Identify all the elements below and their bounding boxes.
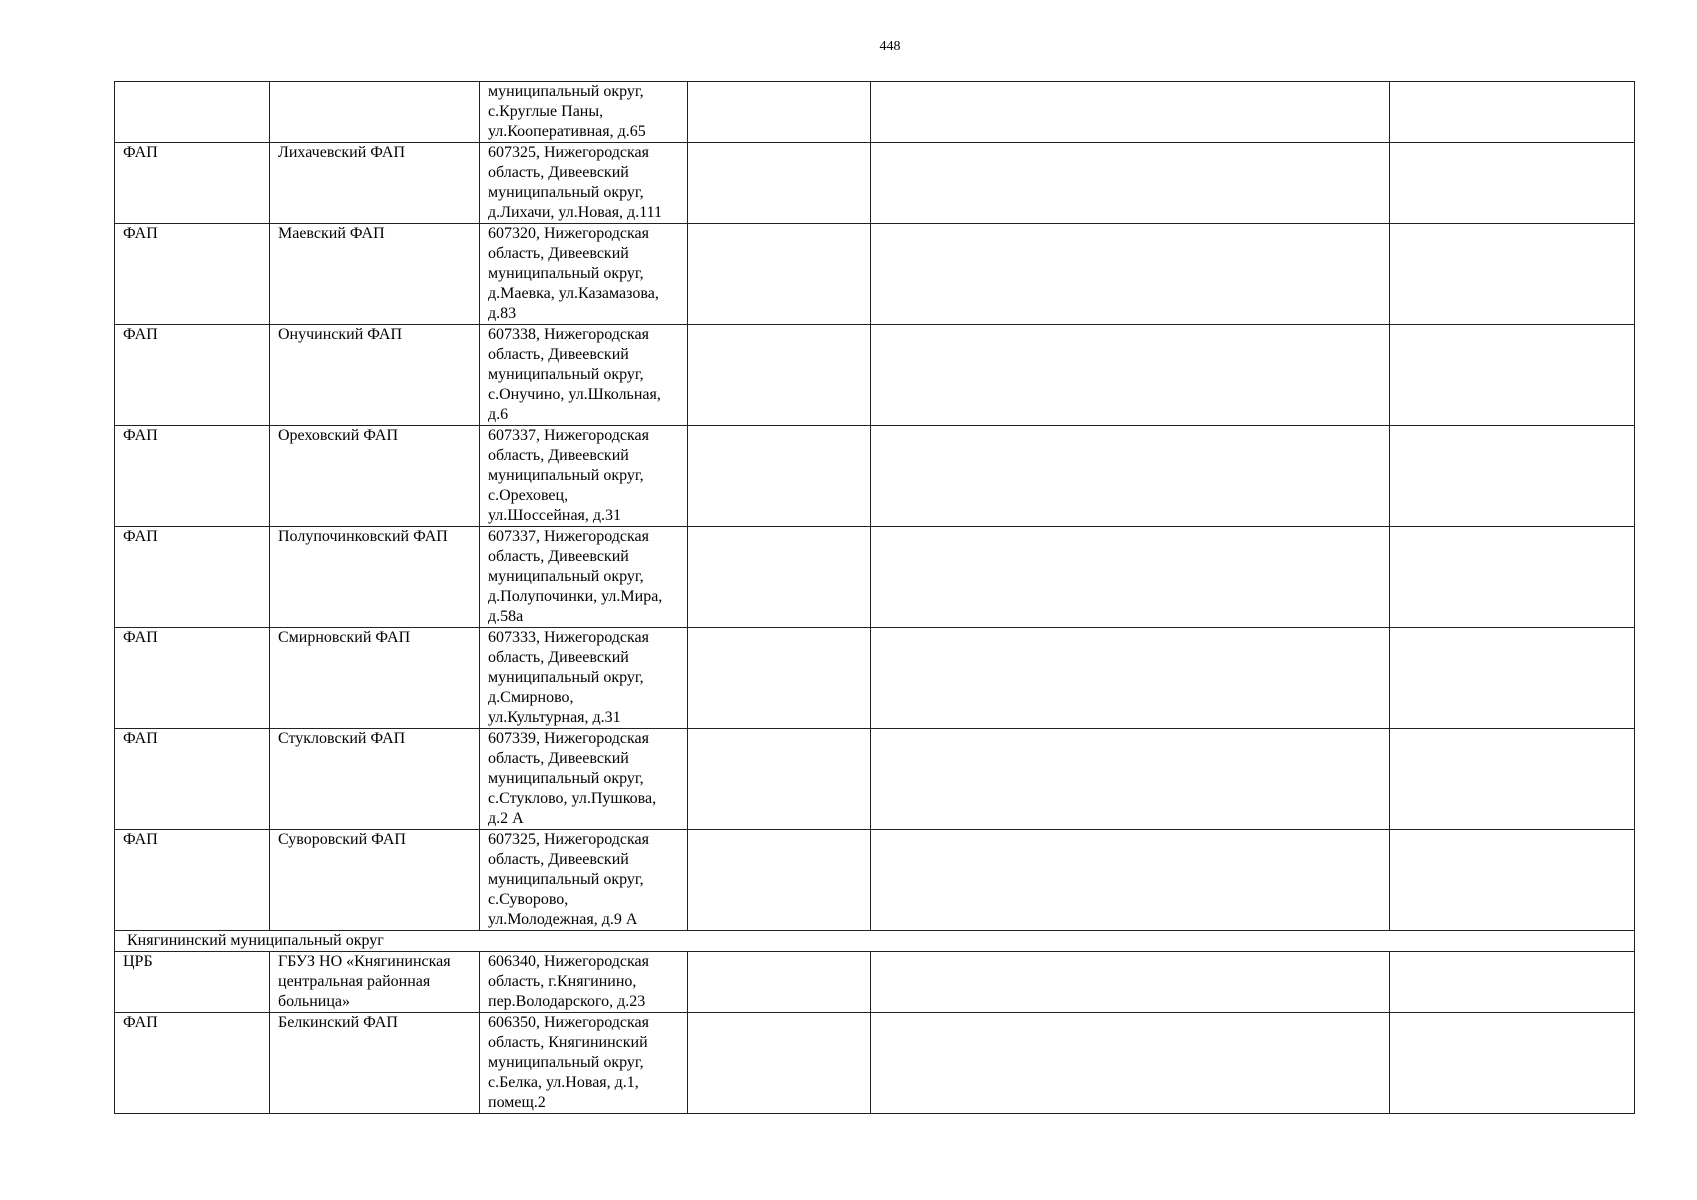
facility-name-cell (270, 1013, 480, 1114)
empty-cell (688, 527, 871, 628)
facility-address-cell-line: муниципальный округ, (488, 366, 644, 383)
empty-cell (871, 82, 1390, 143)
facility-name-cell-line: больница» (278, 993, 350, 1010)
facility-address-cell (480, 1013, 688, 1114)
facility-address-cell-line: область, Княгининский (488, 1034, 648, 1051)
facility-address-cell-line: д.Полупочинки, ул.Мира, (488, 588, 663, 605)
empty-cell (688, 426, 871, 527)
facility-address-cell (480, 527, 688, 628)
facility-address-cell-line: пер.Володарского, д.23 (488, 993, 646, 1010)
facility-name-cell (270, 426, 480, 527)
table-row (115, 527, 1635, 628)
facility-name-cell-line: Полупочинковский ФАП (278, 528, 448, 545)
facility-address-cell (480, 952, 688, 1013)
facility-name-cell-line: Белкинский ФАП (278, 1014, 398, 1031)
facility-name-cell (270, 224, 480, 325)
facility-type-cell (115, 325, 270, 426)
empty-cell (688, 325, 871, 426)
facility-address-cell (480, 224, 688, 325)
empty-cell (871, 628, 1390, 729)
facility-address-cell (480, 426, 688, 527)
facility-type-cell (115, 729, 270, 830)
facility-address-cell-line: с.Онучино, ул.Школьная, (488, 386, 661, 403)
table-row (115, 82, 1635, 143)
facility-address-cell-line: муниципальный округ, (488, 770, 644, 787)
facility-address-cell-line: 607325, Нижегородская (488, 831, 649, 848)
table-row (115, 224, 1635, 325)
facility-address-cell-line: ул.Молодежная, д.9 А (488, 911, 638, 928)
facility-name-cell (270, 952, 480, 1013)
empty-cell (1390, 628, 1635, 729)
facility-address-cell-line: д.Лихачи, ул.Новая, д.111 (488, 204, 663, 221)
empty-cell (1390, 1013, 1635, 1114)
facility-type-cell-line: ФАП (123, 326, 158, 343)
facility-name-cell (270, 628, 480, 729)
empty-cell (871, 143, 1390, 224)
empty-cell (688, 952, 871, 1013)
facility-address-cell-line: 607339, Нижегородская (488, 730, 649, 747)
facility-address-cell-line: муниципальный округ, (488, 568, 644, 585)
facility-name-cell-line: ГБУЗ НО «Княгининская (278, 953, 451, 970)
empty-cell (871, 224, 1390, 325)
facility-type-cell-line: ФАП (123, 225, 158, 242)
facilities-table (114, 81, 1635, 1114)
facility-type-cell (115, 830, 270, 931)
facility-address-cell-line: муниципальный округ, (488, 467, 644, 484)
facility-name-cell (270, 82, 480, 143)
empty-cell (1390, 325, 1635, 426)
facility-address-cell (480, 325, 688, 426)
table-row (115, 325, 1635, 426)
facility-name-cell-line: Лихачевский ФАП (278, 144, 406, 161)
empty-cell (871, 527, 1390, 628)
facility-address-cell-line: область, г.Княгинино, (488, 973, 637, 990)
facility-address-cell-line: 606350, Нижегородская (488, 1014, 649, 1031)
facility-type-cell-line: ЦРБ (123, 953, 153, 970)
facility-address-cell-line: 607333, Нижегородская (488, 629, 649, 646)
facility-address-cell (480, 729, 688, 830)
table-row (115, 426, 1635, 527)
facility-type-cell (115, 143, 270, 224)
facility-type-cell-line: ФАП (123, 1014, 158, 1031)
facility-name-cell-line: Онучинский ФАП (278, 326, 403, 343)
facility-type-cell (115, 1013, 270, 1114)
empty-cell (1390, 729, 1635, 830)
table-row (115, 1013, 1635, 1114)
facility-address-cell-line: муниципальный округ, (488, 669, 644, 686)
empty-cell (688, 82, 871, 143)
empty-cell (1390, 952, 1635, 1013)
facility-address-cell-line: 607320, Нижегородская (488, 225, 649, 242)
facility-address-cell-line: 607337, Нижегородская (488, 528, 649, 545)
facility-address-cell-line: область, Дивеевский (488, 649, 629, 666)
facility-type-cell (115, 224, 270, 325)
empty-cell (871, 952, 1390, 1013)
facility-name-cell (270, 527, 480, 628)
facility-type-cell-line: ФАП (123, 629, 158, 646)
section-title: Княгининский муниципальный округ (115, 931, 1635, 952)
facility-address-cell-line: с.Белка, ул.Новая, д.1, (488, 1074, 639, 1091)
facility-address-cell-line: 606340, Нижегородская (488, 953, 649, 970)
page-number: 448 (879, 39, 901, 54)
facility-address-cell-line: с.Суворово, (488, 891, 569, 908)
facility-type-cell-line: ФАП (123, 144, 158, 161)
facility-address-cell-line: с.Стуклово, ул.Пушкова, (488, 790, 657, 807)
facility-address-cell-line: д.6 (488, 406, 509, 423)
facility-type-cell-line: ФАП (123, 427, 158, 444)
empty-cell (1390, 82, 1635, 143)
facility-type-cell (115, 527, 270, 628)
empty-cell (688, 1013, 871, 1114)
facility-name-cell (270, 729, 480, 830)
empty-cell (1390, 527, 1635, 628)
facility-address-cell-line: ул.Шоссейная, д.31 (488, 507, 622, 524)
facility-address-cell-line: область, Дивеевский (488, 548, 629, 565)
facility-type-cell (115, 426, 270, 527)
facility-address-cell-line: 607337, Нижегородская (488, 427, 649, 444)
empty-cell (1390, 830, 1635, 931)
facility-address-cell-line: с.Круглые Паны, (488, 103, 604, 120)
facility-type-cell-line: ФАП (123, 528, 158, 545)
empty-cell (688, 628, 871, 729)
facility-name-cell (270, 325, 480, 426)
facility-address-cell-line: область, Дивеевский (488, 164, 629, 181)
empty-cell (871, 830, 1390, 931)
facility-name-cell (270, 830, 480, 931)
facility-name-cell-line: Смирновский ФАП (278, 629, 411, 646)
facility-address-cell-line: муниципальный округ, (488, 1054, 644, 1071)
facility-address-cell (480, 628, 688, 729)
facility-address-cell-line: муниципальный округ, (488, 83, 644, 100)
empty-cell (871, 729, 1390, 830)
facility-address-cell-line: ул.Кооперативная, д.65 (488, 123, 646, 140)
facility-address-cell-line: область, Дивеевский (488, 245, 629, 262)
facility-type-cell-line: ФАП (123, 831, 158, 848)
table-row (115, 143, 1635, 224)
empty-cell (871, 325, 1390, 426)
empty-cell (871, 1013, 1390, 1114)
table-row (115, 628, 1635, 729)
facility-type-cell (115, 628, 270, 729)
facility-name-cell-line: Стукловский ФАП (278, 730, 406, 747)
facility-address-cell (480, 143, 688, 224)
table-row (115, 952, 1635, 1013)
facility-address-cell-line: д.2 А (488, 810, 524, 827)
facility-name-cell-line: Ореховский ФАП (278, 427, 399, 444)
table-row (115, 729, 1635, 830)
facility-address-cell-line: область, Дивеевский (488, 750, 629, 767)
facility-address-cell-line: 607325, Нижегородская (488, 144, 649, 161)
facility-address-cell-line: помещ.2 (488, 1094, 546, 1111)
facility-address-cell (480, 82, 688, 143)
facility-type-cell-line: ФАП (123, 730, 158, 747)
empty-cell (1390, 143, 1635, 224)
empty-cell (1390, 224, 1635, 325)
facility-address-cell-line: д.58а (488, 608, 524, 625)
facility-name-cell-line: Маевский ФАП (278, 225, 385, 242)
facility-address-cell-line: с.Ореховец, (488, 487, 569, 504)
facility-address-cell-line: муниципальный округ, (488, 265, 644, 282)
empty-cell (871, 426, 1390, 527)
facility-address-cell-line: область, Дивеевский (488, 447, 629, 464)
facility-type-cell (115, 82, 270, 143)
facility-address-cell-line: ул.Культурная, д.31 (488, 709, 621, 726)
facility-address-cell-line: 607338, Нижегородская (488, 326, 649, 343)
facility-name-cell-line: центральная районная (278, 973, 431, 990)
facility-name-cell-line: Суворовский ФАП (278, 831, 406, 848)
facility-address-cell-line: область, Дивеевский (488, 851, 629, 868)
empty-cell (688, 143, 871, 224)
section-row (115, 931, 1635, 952)
facility-address-cell-line: муниципальный округ, (488, 184, 644, 201)
facility-address-cell (480, 830, 688, 931)
facility-address-cell-line: область, Дивеевский (488, 346, 629, 363)
facility-name-cell (270, 143, 480, 224)
empty-cell (688, 224, 871, 325)
facility-type-cell (115, 952, 270, 1013)
empty-cell (1390, 426, 1635, 527)
empty-cell (688, 830, 871, 931)
facility-address-cell-line: д.Маевка, ул.Казамазова, (488, 285, 659, 302)
table-row (115, 830, 1635, 931)
facility-address-cell-line: муниципальный округ, (488, 871, 644, 888)
empty-cell (688, 729, 871, 830)
facility-address-cell-line: д.83 (488, 305, 517, 322)
facility-address-cell-line: д.Смирново, (488, 689, 574, 706)
